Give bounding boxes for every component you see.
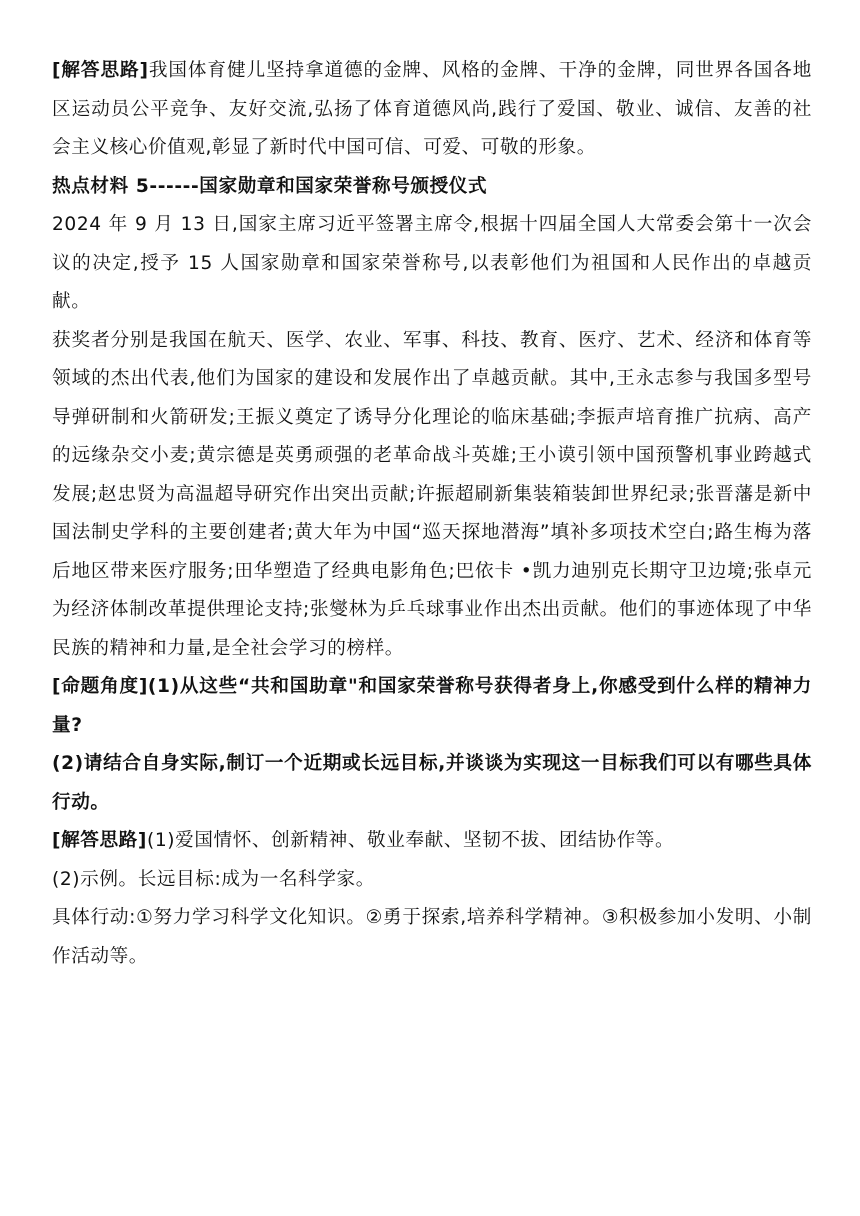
answer-paragraph-1: [52, 52, 812, 168]
answer-paragraph-2: [52, 822, 812, 861]
answer-label: [解答思路]: [52, 60, 149, 81]
answer-label: [解答思路]: [52, 830, 147, 851]
answer-example: (2)示例。长远目标:成为一名科学家。: [52, 868, 375, 890]
answer-text: 我国体育健儿坚持拿道德的金牌、风格的金牌、干净的金牌，同世界各国各地区运动员公平竞争、友好交流,弘扬了体育道德风尚,践行了爱国、敬业、诚信、友善的社会主义核心价值观,彰显了新时代中国可信、可爱、可敬的形象。: [52, 60, 812, 158]
material-intro-paragraph: 2024 年 9 月 13 日,国家主席习近平签署主席令,根据十四届全国人大常委会第十一次会议的决定,授予 15 人国家勋章和国家荣誉称号,以表彰他们为祖国和人民作出的卓越贡献。: [52, 214, 812, 312]
document-page: [52, 52, 812, 976]
answer-text: (1)爱国情怀、创新精神、敬业奉献、坚韧不拔、团结协作等。: [146, 830, 675, 851]
question-1: [命题角度](1)从这些“共和国助章"和国家荣誉称号获得者身上,你感受到什么样的精神力量?: [52, 676, 812, 736]
answer-actions: 具体行动:①努力学习科学文化知识。②勇于探索,培养科学精神。③积极参加小发明、小制作活动等。: [52, 907, 812, 967]
question-2: (2)请结合自身实际,制订一个近期或长远目标,并谈谈为实现这一目标我们可以有哪些具体行动。: [52, 753, 812, 813]
awardees-paragraph: 获奖者分别是我国在航天、医学、农业、军事、科技、教育、医疗、艺术、经济和体育等领域的杰出代表,他们为国家的建设和发展作出了卓越贡献。其中,王永志参与我国多型号导弹研制和火箭研发;王振义奠定了诱导分化理论的临床基础;李振声培育推广抗病、高产的远缘杂交小麦;黄宗德是英勇顽强的老革命战斗英雄;王小谟引领中国预警机事业跨越式发展;赵忠贤为高温超导研究作出突出贡献;许振超刷新集装箱装卸世界纪录;张晋藩是新中国法制史学科的主要创建者;黄大年为中国“巡天探地潜海”填补多项技术空白;路生梅为落后地区带来医疗服务;田华塑造了经典电影角色;巴依卡 •凯力迪别克长期守卫边境;张卓元为经济体制改革提供理论支持;张燮林为乒乓球事业作出杰出贡献。他们的事迹体现了中华民族的精神和力量,是全社会学习的榜样。: [52, 329, 812, 659]
hot-material-heading: 热点材料 5------国家勋章和国家荣誉称号颁授仪式: [52, 175, 488, 197]
